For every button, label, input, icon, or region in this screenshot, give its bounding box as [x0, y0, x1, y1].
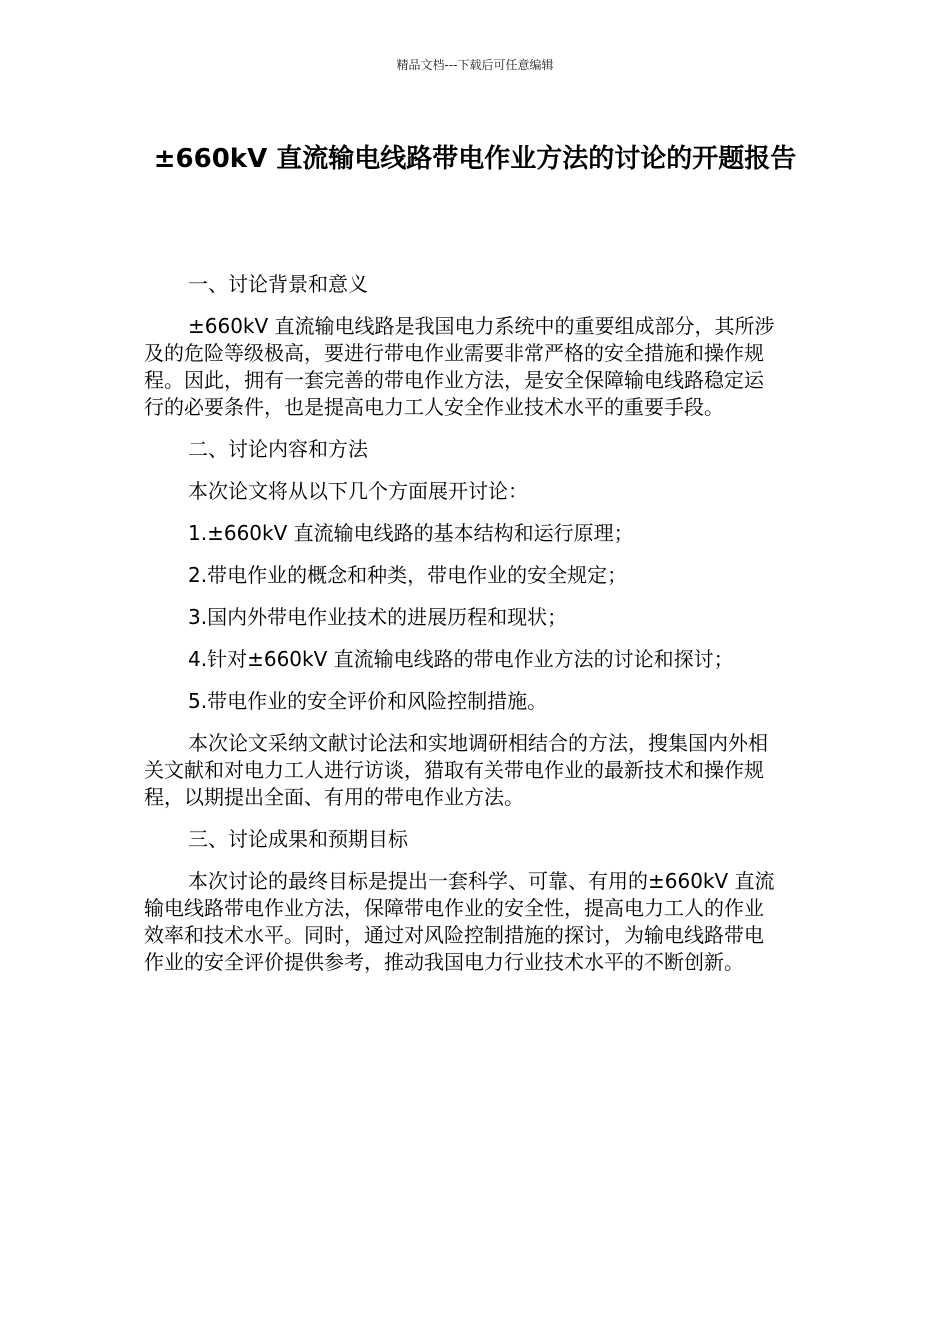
list-item-2: 2.带电作业的概念和种类，带电作业的安全规定；	[188, 563, 628, 587]
list-item-4: 4.针对±660kV 直流输电线路的带电作业方法的讨论和探讨；	[188, 647, 734, 671]
paragraph-background: ±660kV 直流输电线路是我国电力系统中的重要组成部分，其所涉 及的危险等级极高，要进行带电作业需要非常严格的安全措施和操作规 程。因此，拥有一套完善的带电作业方法，是安全保障输电线路稳定运 行的必要条件，也是提高电力工人安全作业技术水平的重要手段。	[144, 314, 775, 419]
section-heading-2: 二、讨论内容和方法	[188, 437, 368, 461]
section-heading-1: 一、讨论背景和意义	[188, 272, 368, 296]
header-note: 精品文档---下载后可任意编辑	[396, 58, 554, 72]
list-item-5: 5.带电作业的安全评价和风险控制措施。	[188, 689, 548, 713]
paragraph-method: 本次论文采纳文献讨论法和实地调研相结合的方法，搜集国内外相 关文献和对电力工人进行访谈，猎取有关带电作业的最新技术和操作规 程，以期提出全面、有用的带电作业方法。	[144, 731, 768, 809]
document-body	[144, 271, 798, 976]
paragraph-goals: 本次讨论的最终目标是提出一套科学、可靠、有用的±660kV 直流 输电线路带电作业方法，保障带电作业的安全性，提高电力工人的作业 效率和技术水平。同时，通过对风险控制措施的探讨，为输电线路带电 作业的安全评价提供参考，推动我国电力行业技术水平的不断创新。	[144, 869, 775, 974]
list-item-3: 3.国内外带电作业技术的进展历程和现状；	[188, 605, 568, 629]
document-title: ±660kV 直流输电线路带电作业方法的讨论的开题报告	[153, 144, 797, 174]
list-item-1: 1.±660kV 直流输电线路的基本结构和运行原理；	[188, 521, 634, 545]
section-heading-3: 三、讨论成果和预期目标	[188, 827, 408, 851]
paragraph-intro: 本次论文将从以下几个方面展开讨论：	[188, 479, 528, 503]
